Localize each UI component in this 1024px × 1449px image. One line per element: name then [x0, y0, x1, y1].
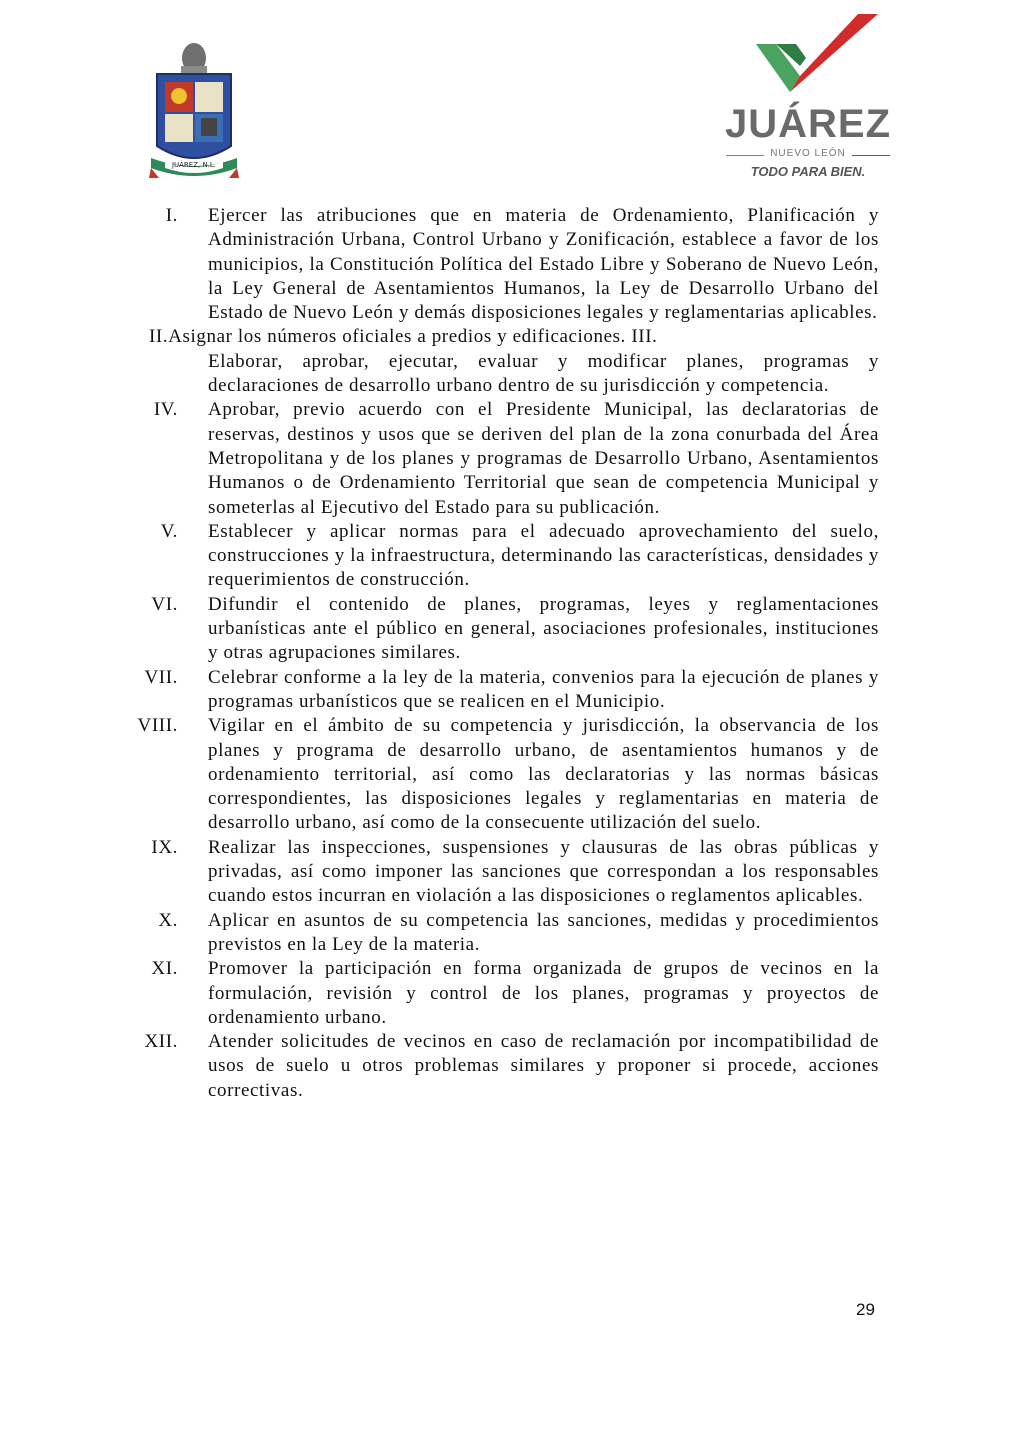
list-item — [0, 398, 1024, 519]
item-text: Establecer y aplicar normas para el adecuado aprovechamiento del suelo, construcciones y la infraestructura, determinando las características, densidades y requerimientos de construcción. — [208, 520, 879, 591]
item-text: Celebrar conforme a la ley de la materia, convenios para la ejecución de planes y programas urbanísticos que se realicen en el Municipio. — [208, 666, 879, 712]
item-number: IV. — [153, 399, 178, 421]
item-number: VIII. — [137, 715, 178, 737]
item-number: IX. — [151, 836, 178, 858]
item-text: Vigilar en el ámbito de su competencia y jurisdicción, la observancia de los planes y programa de desarrollo urbano, de asentamientos humanos y de ordenamiento territorial, así como las declaratorias y las normas básicas correspondientes, las disposiciones legales y reglamentarias en materia de desarrollo urbano, así como de la consecuente utilización del suelo. — [208, 715, 879, 834]
item-text: Aprobar, previo acuerdo con el Presidente Municipal, las declaratorias de reservas, destinos y usos que se deriven del plan de la zona conurbada del Área Metropolitana y de los planes y programas de Desarrollo Urbano, Asentamientos Humanos o de Ordenamiento Territorial que sean de competencia Municipal y someterlas al Ejecutivo del Estado para su publicación. — [208, 399, 879, 518]
crest-label: JUÁREZ, N.L. — [171, 161, 217, 169]
list-item — [0, 836, 1024, 909]
list-item — [0, 325, 1024, 349]
juarez-logo — [718, 14, 898, 179]
page-number: 29 — [856, 1300, 875, 1319]
item-text: Ejercer las atribuciones que en materia de Ordenamiento, Planificación y Administración Urbana, Control Urbano y Zonificación, establece a favor de los municipios, la Constitución Política del Estado Libre y Soberano de Nuevo León, la Ley General de Asentamientos Humanos, la Ley de Desarrollo Urbano del Estado de Nuevo León y demás disposiciones legales y reglamentarias aplicables. — [208, 205, 879, 324]
list-item — [0, 957, 1024, 1030]
logo-word: JUÁREZ — [724, 102, 892, 146]
attributions-list — [0, 204, 1024, 1103]
list-item — [0, 204, 1024, 325]
item-number: XI. — [151, 958, 178, 980]
logo-tagline: TODO PARA BIEN. — [750, 164, 866, 179]
list-item — [0, 909, 1024, 958]
item-number: V. — [160, 520, 178, 542]
item-number: VII. — [144, 666, 178, 688]
list-item — [0, 1030, 1024, 1103]
item-text: Promover la participación en forma organizada de grupos de vecinos en la formulación, revisión y control de los planes, programas y proyectos de ordenamiento urbano. — [208, 958, 879, 1028]
item-number: I. — [165, 205, 178, 226]
item-number: VI. — [151, 593, 178, 615]
logo-checkmark-icon — [718, 14, 898, 104]
list-item — [0, 520, 1024, 593]
item-text: Elaborar, aprobar, ejecutar, evaluar y modificar planes, programas y declaraciones de desarrollo urbano dentro de su jurisdicción y competencia. — [208, 350, 879, 397]
item-number: X. — [158, 909, 178, 931]
list-item — [0, 350, 1024, 399]
list-item — [0, 714, 1024, 835]
municipal-crest-icon — [145, 36, 243, 184]
logo-subtitle: NUEVO LEÓN — [718, 148, 898, 162]
item-number: XII. — [144, 1031, 178, 1053]
list-item — [0, 666, 1024, 715]
item-text: Aplicar en asuntos de su competencia las sanciones, medidas y procedimientos previstos en la Ley de la materia. — [208, 909, 879, 955]
item-text: II.Asignar los números oficiales a predios y edificaciones. III. — [149, 326, 658, 348]
item-text: Difundir el contenido de planes, programas, leyes y reglamentaciones urbanísticas ante el público en general, asociaciones profesionales, instituciones y otras agrupaciones similares. — [208, 593, 879, 664]
item-text: Atender solicitudes de vecinos en caso de reclamación por incompatibilidad de usos de suelo u otros problemas similares y proponer si procede, acciones correctivas. — [208, 1031, 879, 1101]
list-item — [0, 593, 1024, 666]
item-text: Realizar las inspecciones, suspensiones y clausuras de las obras públicas y privadas, así como imponer las sanciones que correspondan a los responsables cuando estos incurran en violación a las disposiciones o reglamentos aplicables. — [208, 836, 879, 907]
